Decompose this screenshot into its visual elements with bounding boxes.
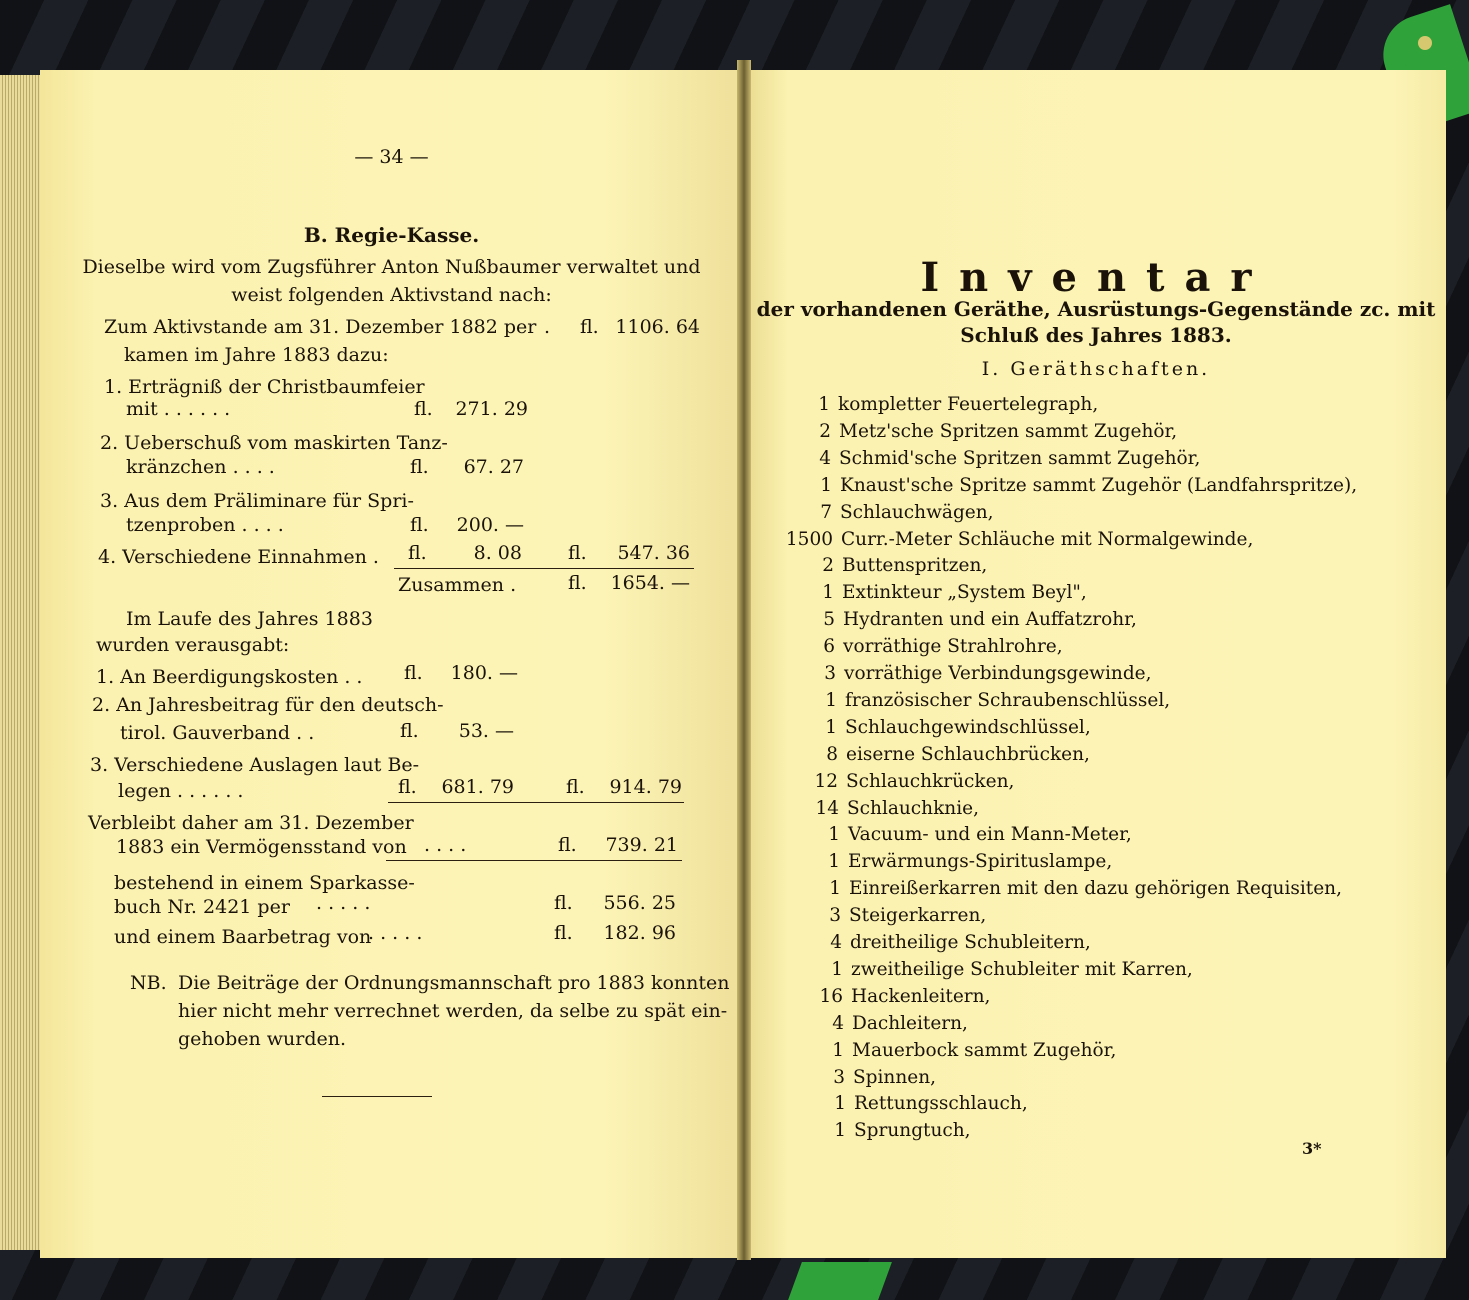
inventory-item-text: Schlauchkrücken, <box>846 770 1015 792</box>
income-subtotal-amount: 547. 36 <box>617 542 690 564</box>
inventory-item-text: Dachleitern, <box>852 1012 968 1034</box>
income-2-line-2: kränzchen . . . . <box>126 456 275 478</box>
expense-3-currency: fl. <box>398 776 417 798</box>
expense-2-line-1: 2. An Jahresbeitrag für den deutsch- <box>92 694 444 716</box>
inventory-item-text: Curr.-Meter Schläuche mit Normalgewinde, <box>841 528 1254 550</box>
inventory-item-qty: 1 <box>834 1093 846 1115</box>
expense-subtotal-currency: fl. <box>566 776 585 798</box>
inventory-item <box>786 824 1132 846</box>
inventory-item-qty: 1 <box>831 958 843 980</box>
inventory-item-text: Spinnen, <box>853 1066 937 1088</box>
inventory-item <box>786 851 1112 873</box>
breakdown-2-amount: 182. 96 <box>603 922 676 944</box>
inventory-item-text: Buttenspritzen, <box>842 555 988 577</box>
note-line-3: gehoben wurden. <box>178 1028 347 1050</box>
expense-intro-2: wurden verausgabt: <box>96 634 290 656</box>
inventory-item <box>778 502 994 524</box>
balance-dots: . . . . <box>424 834 467 856</box>
income-1-line-2: mit . . . . . . <box>126 398 231 420</box>
inventory-item-text: Erwärmungs-Spirituslampe, <box>848 851 1113 873</box>
left-page <box>40 70 743 1258</box>
inventory-item-text: vorräthige Strahlrohre, <box>843 636 1063 658</box>
inventory-item-qty: 1 <box>820 474 832 496</box>
expense-3-amount: 681. 79 <box>441 776 514 798</box>
income-subtotal-currency: fl. <box>568 542 587 564</box>
inventory-item <box>785 798 979 820</box>
inventory-item-qty: 2 <box>819 420 831 442</box>
inventory-item-qty: 1 <box>832 1039 844 1061</box>
inventory-item-text: Mauerbock sammt Zugehör, <box>852 1039 1117 1061</box>
income-4-currency: fl. <box>408 542 427 564</box>
inventory-item-text: vorräthige Verbindungsgewinde, <box>844 663 1152 684</box>
inventory-subtitle-2: Schluß des Jahres 1883. <box>960 323 1232 347</box>
inventory-item-qty: 12 <box>814 770 838 792</box>
balance-currency: fl. <box>558 834 577 856</box>
income-1-currency: fl. <box>414 398 433 420</box>
inventory-item-qty: 16 <box>819 985 843 1007</box>
inventory-item-qty: 4 <box>830 932 842 953</box>
inventory-item <box>789 959 1193 981</box>
income-2-amount: 67. 27 <box>463 456 524 478</box>
inventory-item <box>792 1120 971 1142</box>
inventory-item-text: Schlauchwägen, <box>840 501 994 523</box>
expense-2-line-2: tirol. Gauverband . . <box>120 722 315 744</box>
expense-3-line-2: legen . . . . . . <box>118 780 244 802</box>
inventory-item <box>780 582 1087 604</box>
inventory-subtitle-1: der vorhandenen Geräthe, Ausrüstungs-Gegenstände zc. mit <box>756 297 1436 321</box>
inventory-item <box>791 1067 936 1089</box>
inventory-item <box>788 932 1091 954</box>
inventory-item-text: Schlauchgewindschlüssel, <box>845 716 1091 738</box>
opening-dots: . <box>544 316 551 338</box>
inventory-item-qty: 14 <box>815 797 839 819</box>
inventory-item <box>777 421 1177 443</box>
expense-subtotal-amount: 914. 79 <box>609 776 682 798</box>
balance-line-1: Verbleibt daher am 31. Dezember <box>88 812 414 834</box>
inventory-item-text: französischer Schraubenschlüssel, <box>845 689 1171 711</box>
breakdown-2-line-1: und einem Baarbetrag von <box>114 926 372 948</box>
inventory-item-text: Einreißerkarren mit den dazu gehörigen Requisiten, <box>849 878 1342 900</box>
breakdown-1-line-2: buch Nr. 2421 per <box>114 896 290 918</box>
inventory-item-text: zweitheilige Schubleiter mit Karren, <box>851 958 1193 980</box>
expense-1-line-1: 1. An Beerdigungskosten . . <box>96 666 363 688</box>
inventory-item-text: Vacuum- und ein Mann-Meter, <box>848 824 1132 846</box>
inventory-item <box>784 771 1014 793</box>
inventory-item <box>776 394 1098 416</box>
breakdown-1-line-1: bestehend in einem Sparkasse- <box>114 872 415 894</box>
book-spine <box>737 60 751 1260</box>
expense-1-amount: 180. — <box>450 662 518 684</box>
inventory-item <box>781 609 1137 631</box>
inventory-item-text: Hackenleitern, <box>851 985 991 1007</box>
inventory-item-qty: 8 <box>826 743 838 765</box>
expense-3-line-1: 3. Verschiedene Auslagen laut Be- <box>90 754 420 776</box>
inventory-item-text: Schmid'sche Spritzen sammt Zugehör, <box>839 447 1201 469</box>
inventory-item-qty: 4 <box>819 447 831 469</box>
income-3-amount: 200. — <box>456 514 524 536</box>
intro-line-1: Dieselbe wird vom Zugsführer Anton Nußbaumer verwaltet und <box>82 256 701 278</box>
total-currency: fl. <box>568 572 587 594</box>
income-3-line-1: 3. Aus dem Präliminare für Spri- <box>100 490 414 512</box>
inventory-item <box>778 475 1357 497</box>
income-4-line-1: 4. Verschiedene Einnahmen . <box>98 546 379 568</box>
inventory-item-qty: 1 <box>829 878 841 900</box>
inventory-item-qty: 1 <box>834 1120 846 1142</box>
income-4-amount: 8. 08 <box>473 542 522 564</box>
inventory-item-text: eiserne Schlauchbrücken, <box>846 743 1090 765</box>
opening-line: Zum Aktivstande am 31. Dezember 1882 per <box>104 316 537 338</box>
opening-line-2: kamen im Jahre 1883 dazu: <box>124 344 389 366</box>
inventory-item-text: Hydranten und ein Auffatzrohr, <box>843 609 1137 631</box>
inventory-item <box>782 663 1152 685</box>
inventory-item <box>780 555 987 577</box>
income-2-currency: fl. <box>410 456 429 478</box>
expense-2-amount: 53. — <box>458 720 514 742</box>
inventory-item <box>784 744 1090 766</box>
signature-mark: 3* <box>1302 1139 1322 1158</box>
inventory-item-qty: 1500 <box>785 528 833 550</box>
income-1-line-1: 1. Erträgniß der Christbaumfeier <box>104 376 425 398</box>
inventory-item-text: Rettungsschlauch, <box>854 1093 1028 1115</box>
inventory-item <box>790 1013 968 1035</box>
inventory-item-qty: 2 <box>822 555 834 577</box>
breakdown-1-dots: . . . . . <box>316 892 371 914</box>
expense-2-currency: fl. <box>400 720 419 742</box>
inventory-item <box>790 1040 1116 1062</box>
page-number: — 34 — <box>354 146 429 168</box>
inventory-item <box>792 1093 1028 1115</box>
bookmark-pin <box>1418 36 1432 50</box>
inventory-item <box>789 986 990 1008</box>
inventory-item <box>779 529 1253 551</box>
inventory-item-text: Metz'sche Spritzen sammt Zugehör, <box>839 420 1178 442</box>
note-label: NB. <box>130 972 167 994</box>
total-label: Zusammen . <box>398 574 517 596</box>
opening-amount: 1106. 64 <box>615 316 700 338</box>
intro-line-2: weist folgenden Aktivstand nach: <box>231 284 552 306</box>
inventory-item <box>783 690 1170 712</box>
inventory-item-qty: 1 <box>828 824 840 846</box>
note-line-2: hier nicht mehr verrechnet werden, da selbe zu spät ein- <box>178 1000 728 1022</box>
inventory-item-qty: 1 <box>825 689 837 711</box>
inventory-item-qty: 5 <box>823 609 835 631</box>
inventory-item-text: Steigerkarren, <box>849 905 987 927</box>
end-rule <box>322 1096 432 1097</box>
inventory-item-text: kompletter Feuertelegraph, <box>838 394 1099 415</box>
right-page <box>746 70 1446 1258</box>
income-rule <box>394 568 694 569</box>
balance-amount: 739. 21 <box>605 834 678 856</box>
section-heading: B. Regie-Kasse. <box>303 223 480 247</box>
inventory-item-qty: 1 <box>818 394 830 415</box>
inventory-item <box>777 448 1200 470</box>
inventory-item-qty: 1 <box>825 716 837 738</box>
inventory-item-qty: 4 <box>832 1012 844 1034</box>
inventory-item-text: Schlauchknie, <box>847 797 979 819</box>
income-3-line-2: tzenproben . . . . <box>126 514 284 536</box>
inventory-item-text: Extinkteur „System Beyl", <box>842 582 1087 604</box>
income-3-currency: fl. <box>410 514 429 536</box>
income-2-line-1: 2. Ueberschuß vom maskirten Tanz- <box>100 432 448 454</box>
inventory-item <box>787 905 986 927</box>
section-title: I. Geräthschaften. <box>981 358 1211 380</box>
inventory-item-qty: 6 <box>823 636 835 658</box>
expense-1-currency: fl. <box>404 662 423 684</box>
bookmark-tab-bottom <box>788 1262 892 1300</box>
opening-currency: fl. <box>580 316 599 338</box>
inventory-item-qty: 7 <box>820 501 832 523</box>
inventory-item-text: Sprungtuch, <box>854 1120 971 1142</box>
inventory-item <box>787 878 1342 900</box>
breakdown-2-currency: fl. <box>554 922 573 944</box>
inventory-item <box>781 636 1063 658</box>
inventory-item-text: Knaust'sche Spritze sammt Zugehör (Landfahrspritze), <box>840 474 1358 496</box>
balance-line-2: 1883 ein Vermögensstand von <box>116 836 407 858</box>
breakdown-1-currency: fl. <box>554 892 573 914</box>
note-line-1: Die Beiträge der Ordnungsmannschaft pro 1883 konnten <box>178 972 730 994</box>
inventory-item-qty: 3 <box>824 663 836 684</box>
balance-rule <box>386 860 682 861</box>
inventory-item <box>783 717 1091 739</box>
inventory-item-qty: 3 <box>833 1066 845 1088</box>
inventory-item-text: dreitheilige Schubleitern, <box>850 932 1091 953</box>
expense-rule <box>388 802 684 803</box>
breakdown-2-dots: . . . . . <box>368 922 423 944</box>
inventory-item-qty: 1 <box>828 851 840 873</box>
page-edges <box>0 75 40 1250</box>
breakdown-1-amount: 556. 25 <box>603 892 676 914</box>
expense-intro-1: Im Laufe des Jahres 1883 <box>126 608 373 630</box>
inventory-item-qty: 3 <box>829 905 841 927</box>
inventory-title: Inventar <box>920 254 1272 301</box>
inventory-item-qty: 1 <box>822 582 834 604</box>
total-amount: 1654. — <box>610 572 690 594</box>
income-1-amount: 271. 29 <box>455 398 528 420</box>
